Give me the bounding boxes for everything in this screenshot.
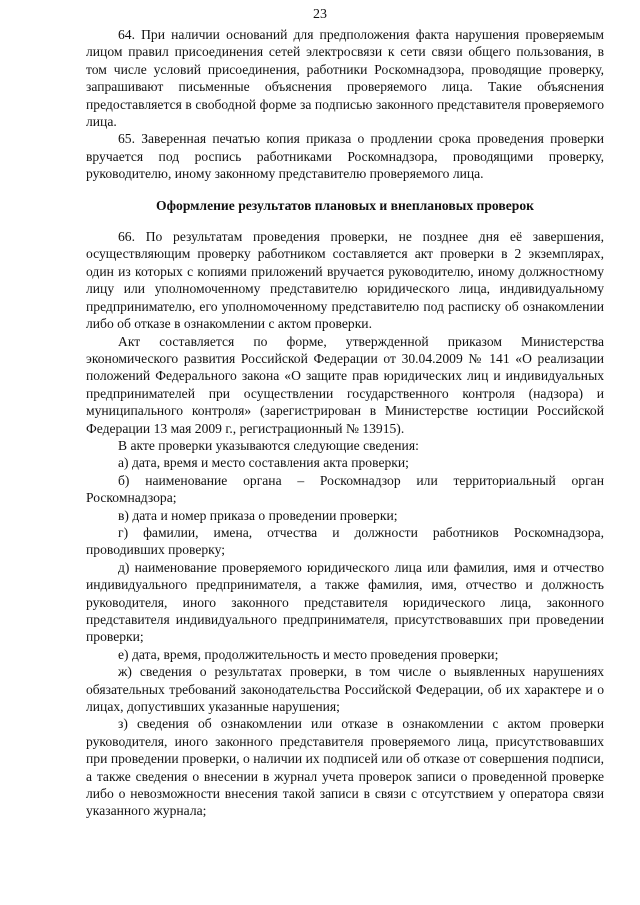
paragraph-act-form: Акт составляется по форме, утвержденной приказом Министерства экономического развития Российской Федерации от 30.04.2009 № 141 «О реализации положений Федерального закона «О защите прав юридических лиц и индивидуальных предпринимателей при осуществлении государственного контроля (надзора) и муниципального контроля» (зарегистрирован в Министерстве юстиции Российской Федерации 13 мая 2009 г., регистрационный № 13915). (86, 333, 604, 436)
document-body (86, 26, 604, 820)
list-item-z: з) сведения об ознакомлении или отказе в ознакомлении с актом проверки руководителя, иного законного представителя проверяемого лица, присутствовавших при проведении проверки, о наличии их подписей или об отказе от совершения подписи, а также сведения о внесении в журнал учета проверок записи о проведенной проверке либо о невозможности внесения такой записи в связи с отсутствием у оператора связи указанного журнала; (86, 716, 604, 819)
paragraph-65: 65. Заверенная печатью копия приказа о продлении срока проведения проверки вручается под роспись работниками Роскомнадзора, проводящими проверку, руководителю, иному законному представителю проверяемого лица. (86, 131, 604, 182)
list-item-b: б) наименование органа – Роскомнадзор или территориальный орган Роскомнадзора; (86, 472, 604, 506)
list-item-v: в) дата и номер приказа о проведении проверки; (118, 507, 398, 523)
paragraph-act-contents-intro: В акте проверки указываются следующие сведения: (118, 437, 419, 453)
list-item-e: е) дата, время, продолжительность и место проведения проверки; (118, 646, 499, 662)
list-item-g: г) фамилии, имена, отчества и должности работников Роскомнадзора, проводивших проверку; (86, 524, 604, 558)
list-item-a: а) дата, время и место составления акта проверки; (118, 455, 409, 471)
section-heading: Оформление результатов плановых и внеплановых проверок (156, 197, 534, 213)
list-item-zh: ж) сведения о результатах проверки, в том числе о выявленных нарушениях обязательных требований законодательства Российской Федерации, об их характере и о лицах, допустивших указанные нарушения; (86, 664, 604, 715)
paragraph-66: 66. По результатам проведения проверки, не позднее дня её завершения, осуществляющим проверку работником составляется акт проверки в 2 экземплярах, один из которых с копиями приложений вручается руководителю, иному должностному лицу или уполномоченному представителю юридического лица, индивидуальному предпринимателю, его уполномоченному представителю под расписку об ознакомлении либо об отказе в ознакомлении с актом проверки. (86, 229, 604, 332)
list-item-d: д) наименование проверяемого юридического лица или фамилия, имя и отчество индивидуального предпринимателя, а также фамилия, имя, отчество и должность руководителя, иного законного представителя юридического лица, законного представителя индивидуального предпринимателя, присутствовавших при проведении проверки; (86, 559, 604, 645)
page-number: 23 (313, 7, 327, 22)
paragraph-64: 64. При наличии оснований для предположения факта нарушения проверяемым лицом правил присоединения сетей электросвязи к сети связи общего пользования, в том числе условий присоединения, работники Роскомнадзора, проводящие проверку, запрашивают письменные объяснения проверяемого лица. Такие объяснения предоставляется в свободной форме за подписью законного представителя проверяемого лица. (86, 27, 604, 130)
